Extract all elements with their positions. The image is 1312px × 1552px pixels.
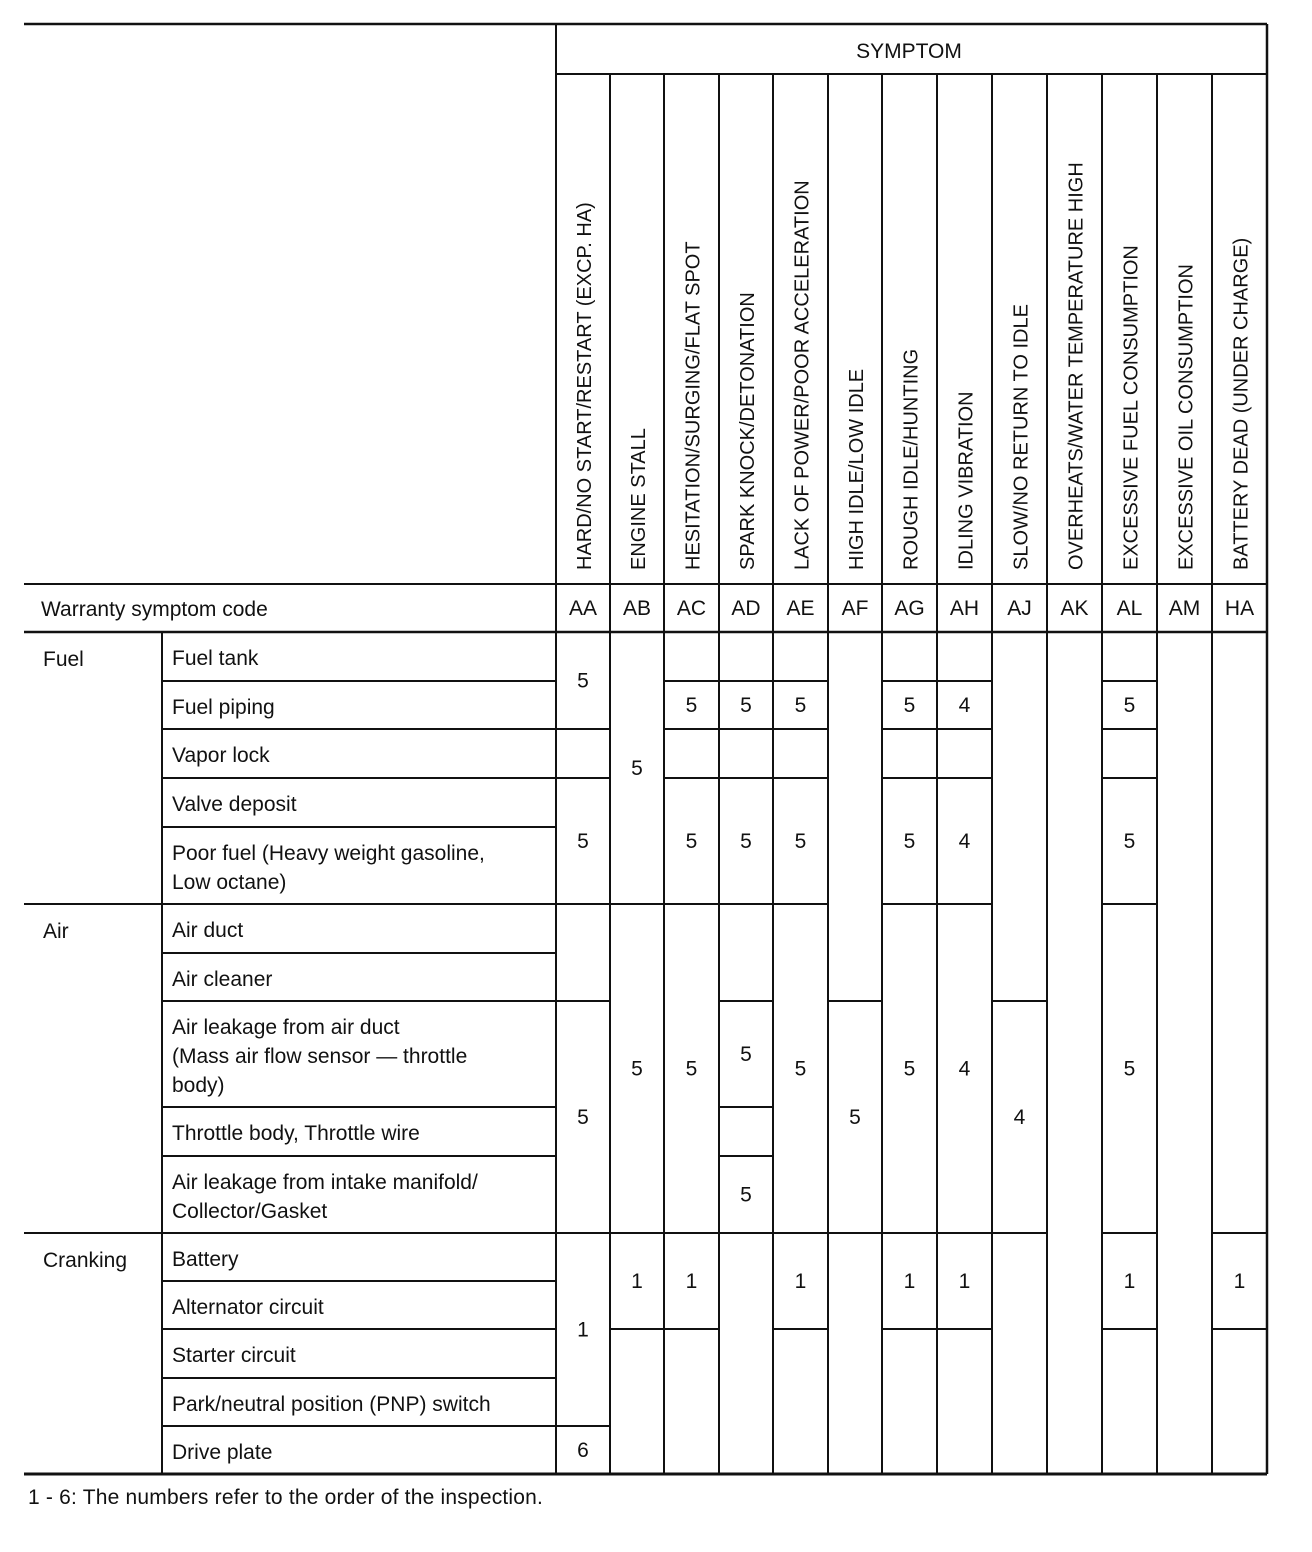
warranty-symptom-code-label: Warranty symptom code	[41, 598, 268, 621]
inspection-order-value: 1	[794, 1270, 807, 1293]
item-label: Alternator circuit	[172, 1296, 324, 1319]
inspection-order-value: 5	[1123, 1057, 1136, 1081]
inspection-order-value: 5	[740, 1043, 752, 1066]
item-label: Battery	[172, 1248, 239, 1271]
item-label: Drive plate	[172, 1441, 273, 1464]
symptom-name-ah: IDLING VIBRATION	[955, 391, 978, 570]
symptom-name-ad: SPARK KNOCK/DETONATION	[737, 292, 759, 570]
item-label: Park/neutral position (PNP) switch	[172, 1393, 491, 1416]
symptom-name-ae: LACK OF POWER/POOR ACCELERATION	[791, 180, 814, 570]
inspection-order-value: 4	[1013, 1106, 1026, 1129]
symptom-code-ae: AE	[786, 597, 815, 620]
symptom-code-ab: AB	[622, 597, 652, 620]
item-label: Poor fuel (Heavy weight gasoline, Low octane)	[172, 842, 485, 894]
item-labels	[172, 647, 491, 1464]
inspection-order-value: 5	[903, 830, 916, 853]
item-label: Starter circuit	[172, 1344, 296, 1367]
item-label: Vapor lock	[172, 744, 270, 767]
symptom-name-ha: BATTERY DEAD (UNDER CHARGE)	[1230, 237, 1253, 570]
inspection-order-value: 5	[849, 1106, 861, 1129]
inspection-order-value: 1	[1233, 1270, 1246, 1293]
inspection-order-value: 5	[631, 1057, 643, 1081]
item-label: Fuel piping	[172, 696, 275, 719]
group-label-air: Air	[43, 920, 69, 943]
inspection-order-value: 1	[1123, 1270, 1136, 1293]
inspection-order-value: 5	[740, 694, 752, 717]
symptom-column-headers	[574, 162, 1253, 570]
inspection-order-value: 4	[958, 1057, 971, 1081]
symptom-code-af: AF	[841, 597, 869, 620]
inspection-order-value: 5	[740, 830, 752, 853]
symptom-code-ac: AC	[676, 597, 707, 620]
item-label: Air cleaner	[172, 968, 273, 991]
symptom-code-ah: AH	[949, 597, 980, 620]
inspection-order-value: 5	[903, 1057, 916, 1081]
inspection-order-value: 4	[958, 694, 971, 717]
item-label: Air leakage from intake manifold/ Collector/Gasket	[172, 1171, 478, 1223]
inspection-order-value: 1	[685, 1270, 698, 1293]
symptom-code-ha: HA	[1224, 597, 1255, 620]
inspection-order-value: 5	[685, 1057, 698, 1081]
item-label: Throttle body, Throttle wire	[172, 1122, 420, 1145]
inspection-order-value: 6	[577, 1439, 589, 1462]
group-label-fuel: Fuel	[43, 648, 84, 671]
warranty-code-row	[569, 597, 1254, 620]
inspection-order-value: 5	[1123, 830, 1136, 853]
symptom-name-aj: SLOW/NO RETURN TO IDLE	[1010, 304, 1033, 570]
inspection-order-value: 5	[794, 694, 807, 717]
item-label: Air duct	[172, 919, 244, 942]
inspection-order-value: 5	[903, 694, 916, 717]
symptom-name-am: EXCESSIVE OIL CONSUMPTION	[1175, 264, 1198, 570]
inspection-order-value: 5	[685, 694, 698, 717]
symptom-name-aa: HARD/NO START/RESTART (EXCP. HA)	[574, 202, 596, 570]
inspection-order-value: 5	[577, 1106, 589, 1129]
symptom-name-al: EXCESSIVE FUEL CONSUMPTION	[1120, 245, 1143, 570]
group-label-cranking: Cranking	[43, 1249, 128, 1272]
inspection-order-value: 1	[903, 1270, 916, 1293]
symptom-name-ac: HESITATION/SURGING/FLAT SPOT	[682, 241, 705, 570]
footnote: 1 - 6: The numbers refer to the order of the inspection.	[28, 1486, 544, 1509]
symptom-code-ad: AD	[731, 597, 761, 620]
inspection-order-value: 1	[958, 1270, 971, 1293]
symptom-code-ak: AK	[1060, 597, 1089, 620]
inspection-order-value: 5	[740, 1183, 752, 1207]
item-label: Fuel tank	[172, 647, 259, 670]
inspection-order-value: 5	[631, 757, 643, 780]
symptom-name-ab: ENGINE STALL	[628, 428, 650, 570]
inspection-order-cells	[556, 670, 1267, 1463]
inspection-order-value: 5	[1123, 694, 1136, 717]
symptom-code-al: AL	[1116, 597, 1143, 620]
inspection-order-value: 5	[577, 830, 589, 853]
inspection-order-value: 1	[577, 1318, 589, 1342]
symptom-name-ak: OVERHEATS/WATER TEMPERATURE HIGH	[1065, 162, 1088, 570]
inspection-order-value: 5	[685, 830, 698, 853]
symptom-code-ag: AG	[894, 597, 925, 620]
symptom-header: SYMPTOM	[856, 40, 962, 63]
symptom-name-ag: ROUGH IDLE/HUNTING	[900, 348, 923, 570]
symptom-name-af: HIGH IDLE/LOW IDLE	[846, 368, 868, 570]
item-label: Valve deposit	[172, 793, 297, 816]
inspection-order-value: 4	[958, 830, 971, 853]
category-labels	[43, 648, 127, 1272]
inspection-order-value: 5	[794, 830, 807, 853]
symptom-code-aa: AA	[568, 597, 598, 620]
symptom-code-aj: AJ	[1007, 597, 1032, 620]
symptom-code-am: AM	[1168, 597, 1201, 620]
inspection-order-value: 5	[577, 669, 589, 693]
inspection-order-value: 5	[794, 1057, 807, 1081]
item-label: Air leakage from air duct (Mass air flow sensor — throttle body)	[172, 1016, 468, 1097]
inspection-order-value: 1	[631, 1270, 643, 1293]
